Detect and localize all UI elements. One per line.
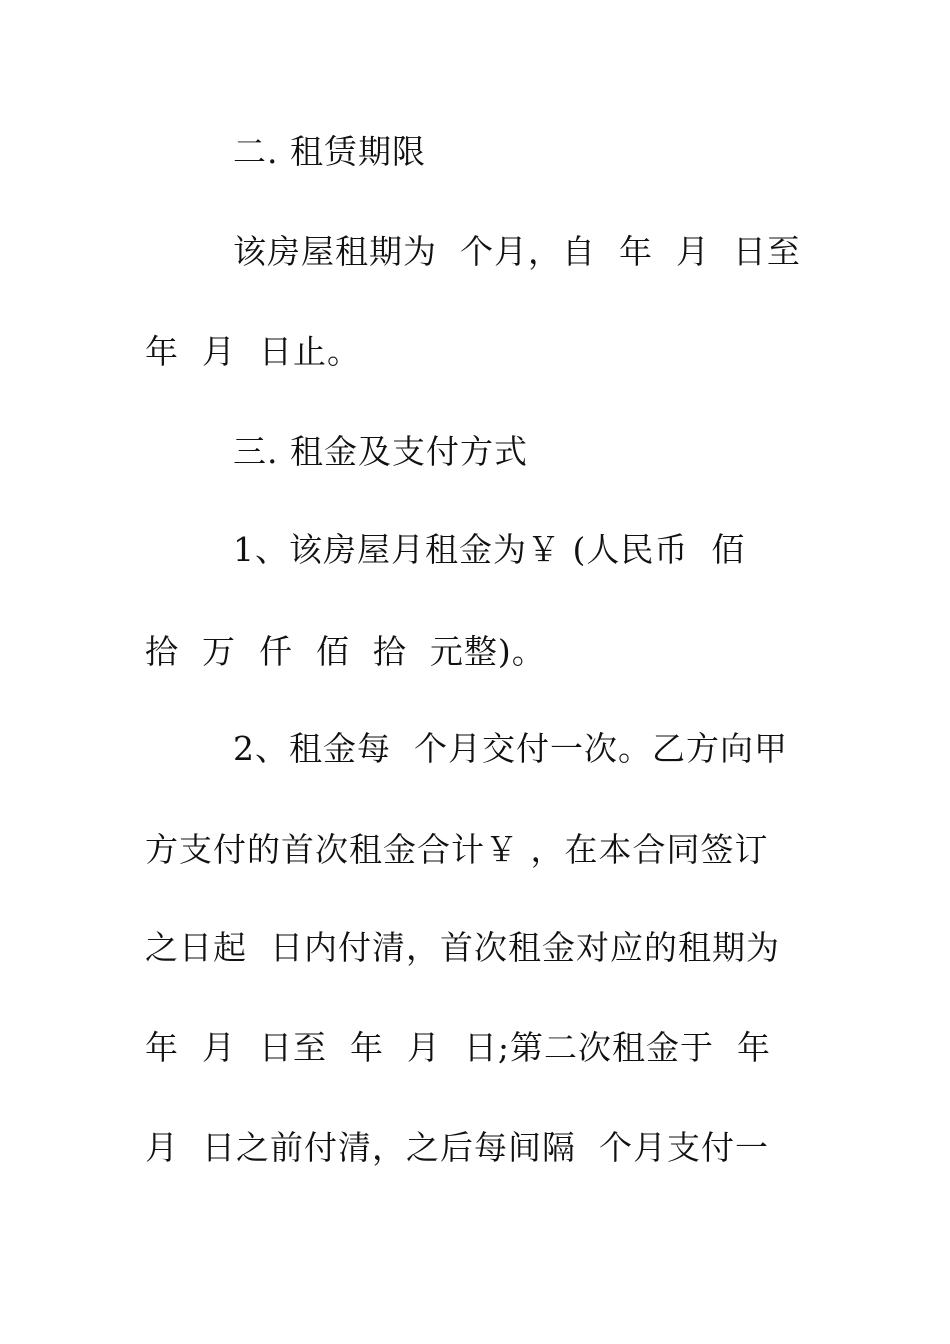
section-heading-rent-payment: 三. 租金及支付方式: [233, 432, 528, 471]
text-line: 该房屋租期为 个月，自 年 月 日至: [233, 232, 801, 271]
text-line: 1、该房屋月租金为￥ (人民币 佰: [233, 530, 746, 569]
text-line: 方支付的首次租金合计￥ ，在本合同签订: [145, 830, 769, 869]
text-line: 2、租金每 个月交付一次。乙方向甲: [233, 729, 788, 768]
section-heading-lease-term: 二. 租赁期限: [233, 132, 426, 171]
text-line: 之日起 日内付清，首次租金对应的租期为: [145, 928, 780, 967]
text-line: 月 日之前付清，之后每间隔 个月支付一: [145, 1128, 769, 1167]
text-line: 年 月 日止。: [145, 332, 361, 371]
text-line: 拾 万 仟 佰 拾 元整)。: [145, 632, 546, 671]
text-line: 年 月 日至 年 月 日;第二次租金于 年: [145, 1028, 771, 1067]
